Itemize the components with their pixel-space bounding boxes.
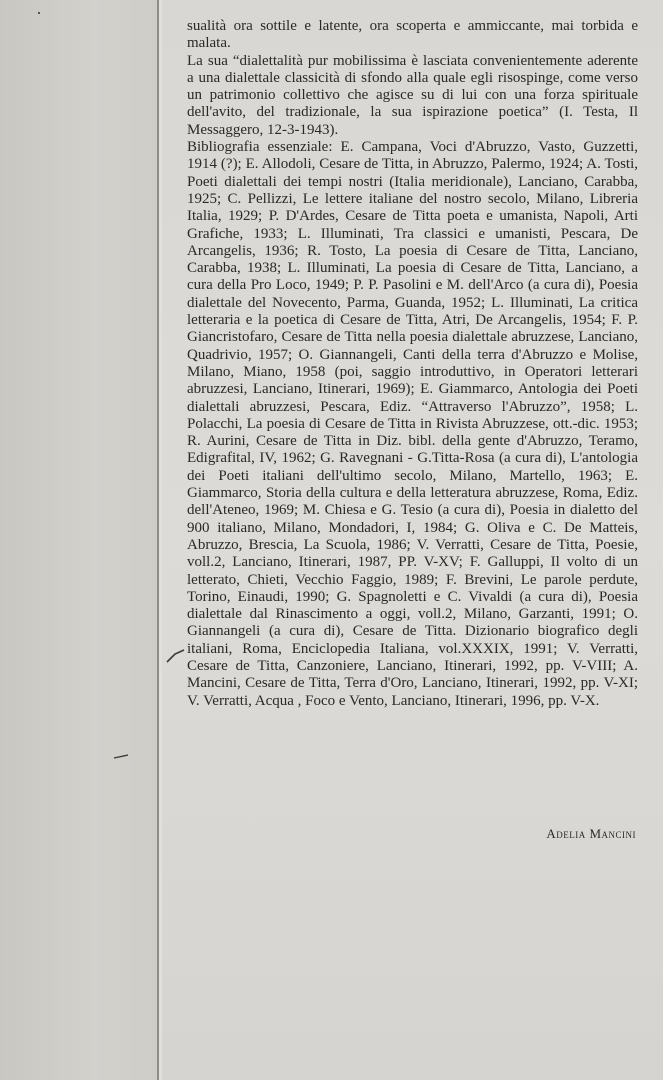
paragraph-quote: La sua “dialettalità pur mobilissima è lasciata convenientemente aderente a una dialettale classicità di sfondo alla quale egli risospinge, come verso un patrimonio collettivo che agisce su di lui con una forza spirituale dell'avito, del tradizionale, la sua ispirazione poetica” (I. Testa, Il Messaggero, 12-3-1943). <box>187 52 638 138</box>
paragraph-bibliography: Bibliografia essenziale: E. Campana, Voci d'Abruzzo, Vasto, Guzzetti, 1914 (?); E. Allodoli, Cesare de Titta, in Abruzzo, Palermo, 1924; A. Tosti, Poeti dialettali dei tempi nostri (Italia meridionale), Lanciano, Carabba, 1925; C. Pellizzi, Le lettere italiane del nostro secolo, Milano, Libreria Italia, 1929; P. D'Ardes, Cesare de Titta poeta e umanista, Napoli, Arti Grafiche, 1933; L. Illuminati, Tra classici e umanisti, Pescara, De Arcangelis, 1936; R. Tosto, La poesia di Cesare de Titta, Lanciano, Carabba, 1938; L. Illuminati, La poesia di Cesare de Titta, Lanciano, a cura della Pro Loco, 1949; P. P. Pasolini e M. dell'Arco (a cura di), Poesia dialettale del Novecento, Parma, Guanda, 1952; L. Illuminati, La critica letteraria e la poetica di Cesare de Titta, Atri, De Arcangelis, 1954; F. P. Giancristofaro, Cesare de Titta nella poesia dialettale abruzzese, Lanciano, Quadrivio, 1957; O. Giannangeli, Canti della terra d'Abruzzo e Molise, Milano, Miano, 1958 (poi, saggio introduttivo, in Operatori letterari abruzzesi, Lanciano, Itinerari, 1969); E. Giammarco, Antologia dei Poeti dialettali abruzzesi, Pescara, Ediz. “Attraverso l'Abruzzo”, 1958; L. Polacchi, La poesia di Cesare de Titta in Rivista Abruzzese, ott.-dic. 1953; R. Aurini, Cesare de Titta in Diz. bibl. della gente d'Abruzzo, Teramo, Edigrafital, IV, 1962; G. Ravegnani - G.Titta-Rosa (a cura di), L'antologia dei Poeti italiani dell'ultimo secolo, Milano, Martello, 1963; E. Giammarco, Storia della cultura e della letteratura abruzzese, Roma, Ediz. dell'Ateneo, 1969; M. Chiesa e G. Tesio (a cura di), Poesia in dialetto del 900 italiano, Milano, Mondadori, I, 1984; G. Oliva e C. De Matteis, Abruzzo, Brescia, La Scuola, 1986; V. Verratti, Cesare de Titta, Poesie, voll.2, Lanciano, Itinerari, 1987, PP. V-XV; F. Galluppi, Il volto di un letterato, Chieti, Vecchio Faggio, 1989; F. Brevini, Le parole perdute, Torino, Einaudi, 1990; G. Spagnoletti e C. Vivaldi (a cura di), Poesia dialettale dal Rinascimento a oggi, voll.2, Milano, Garzanti, 1991; O. Giannangeli (a cura di), Cesare de Titta. Dizionario biografico degli italiani, Roma, Enciclopedia Italiana, vol.XXXIX, 1991; V. Verratti, Cesare de Titta, Canzoniere, Lanciano, Itinerari, 1992, pp. V-VIII; A. Mancini, Cesare de Titta, Terra d'Oro, Lanciano, Itinerari, 1992, pp. V-XI; V. Verratti, Acqua , Foco e Vento, Lanciano, Itinerari, 1996, pp. V-X. <box>187 139 638 709</box>
author-signature: Adelia Mancini <box>546 826 636 841</box>
pencil-dash-mark-icon <box>112 752 132 762</box>
speck <box>38 12 40 14</box>
paragraph-continuation: sualità ora sottile e latente, ora scoperta e ammiccante, mai torbida e malata. <box>187 18 638 52</box>
pencil-check-mark-icon <box>165 646 187 666</box>
article-text <box>187 18 638 710</box>
left-page <box>0 0 157 1080</box>
